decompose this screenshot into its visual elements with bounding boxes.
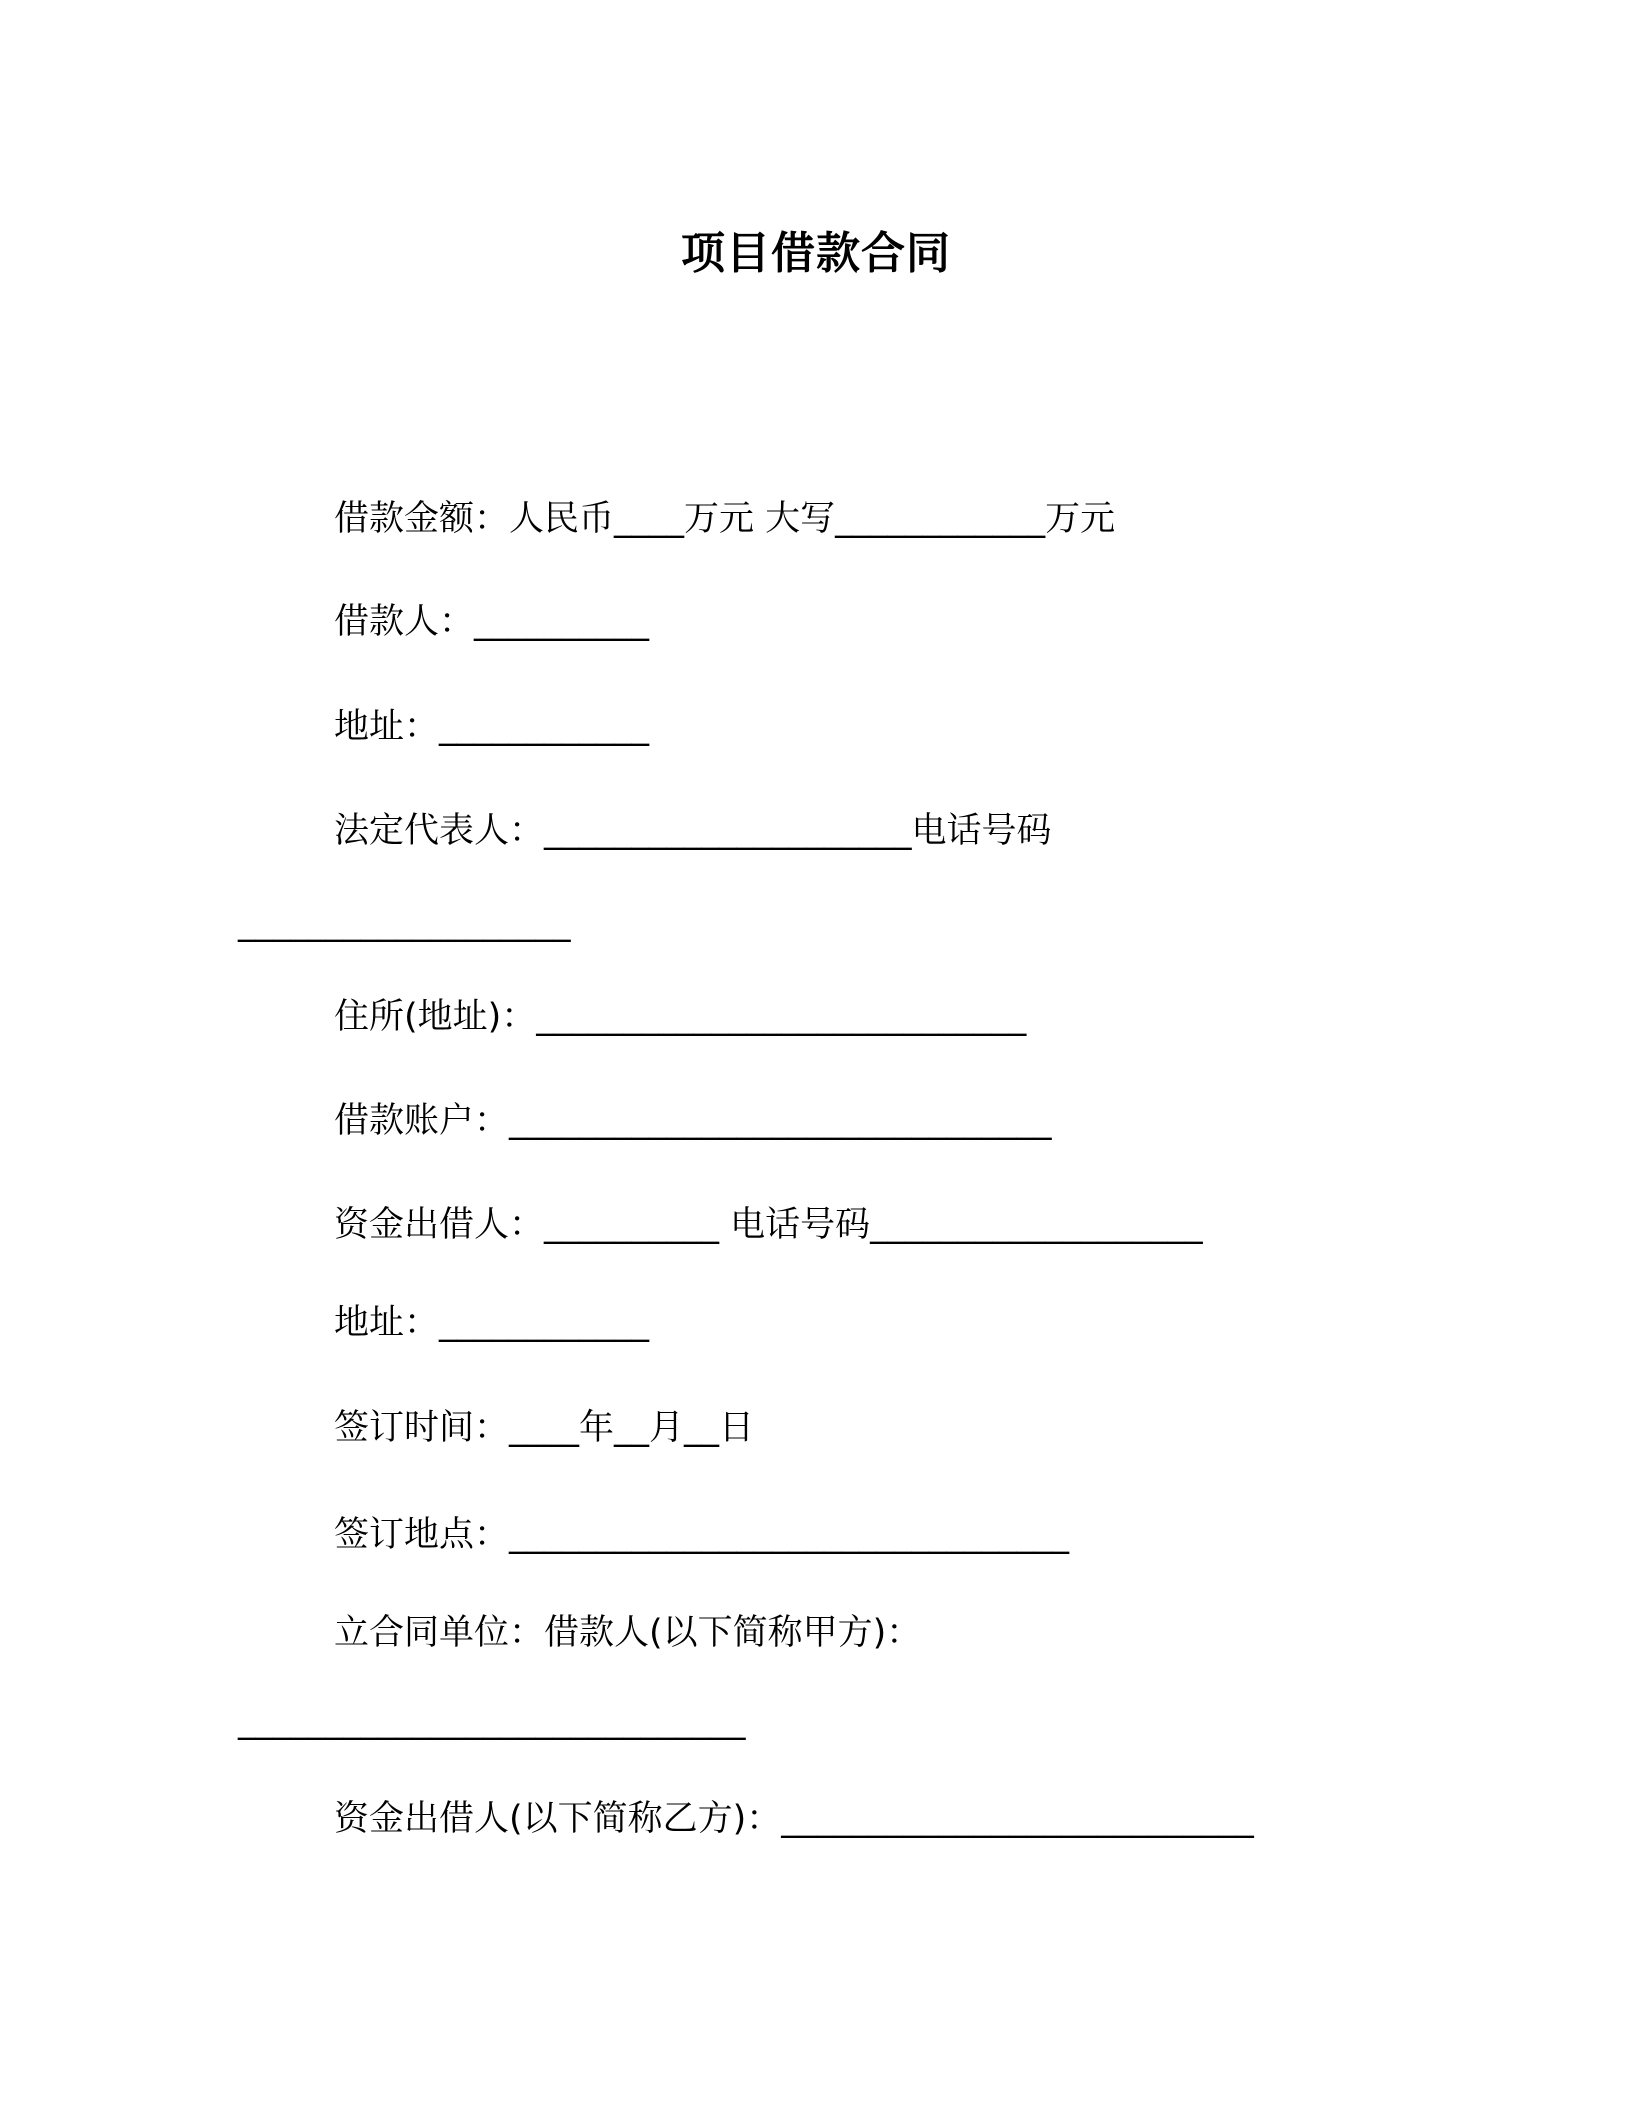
signing-place-line: 签订地点：________________________________ bbox=[334, 1515, 1070, 1555]
phone-number-blank-line: ___________________ bbox=[238, 903, 571, 943]
lender-line: 资金出借人：__________ 电话号码___________________ bbox=[334, 1205, 1203, 1245]
lender-address-line: 地址：____________ bbox=[334, 1303, 650, 1343]
residence-address-line: 住所(地址)：____________________________ bbox=[334, 997, 1027, 1037]
party-a-blank-line: _____________________________ bbox=[238, 1701, 746, 1741]
borrower-line: 借款人：__________ bbox=[334, 602, 650, 642]
loan-amount-line: 借款金额：人民币____万元 大写____________万元 bbox=[334, 499, 1116, 539]
legal-representative-line: 法定代表人：_____________________电话号码 bbox=[334, 811, 1052, 851]
party-b-line: 资金出借人(以下简称乙方)：___________________________ bbox=[334, 1799, 1254, 1839]
contracting-parties-line: 立合同单位：借款人(以下简称甲方)： bbox=[334, 1613, 922, 1653]
borrower-address-line: 地址：____________ bbox=[334, 707, 650, 747]
loan-account-line: 借款账户：_______________________________ bbox=[334, 1101, 1052, 1141]
signing-date-line: 签订时间：____年__月__日 bbox=[334, 1408, 755, 1448]
page-title: 项目借款合同 bbox=[681, 228, 951, 279]
